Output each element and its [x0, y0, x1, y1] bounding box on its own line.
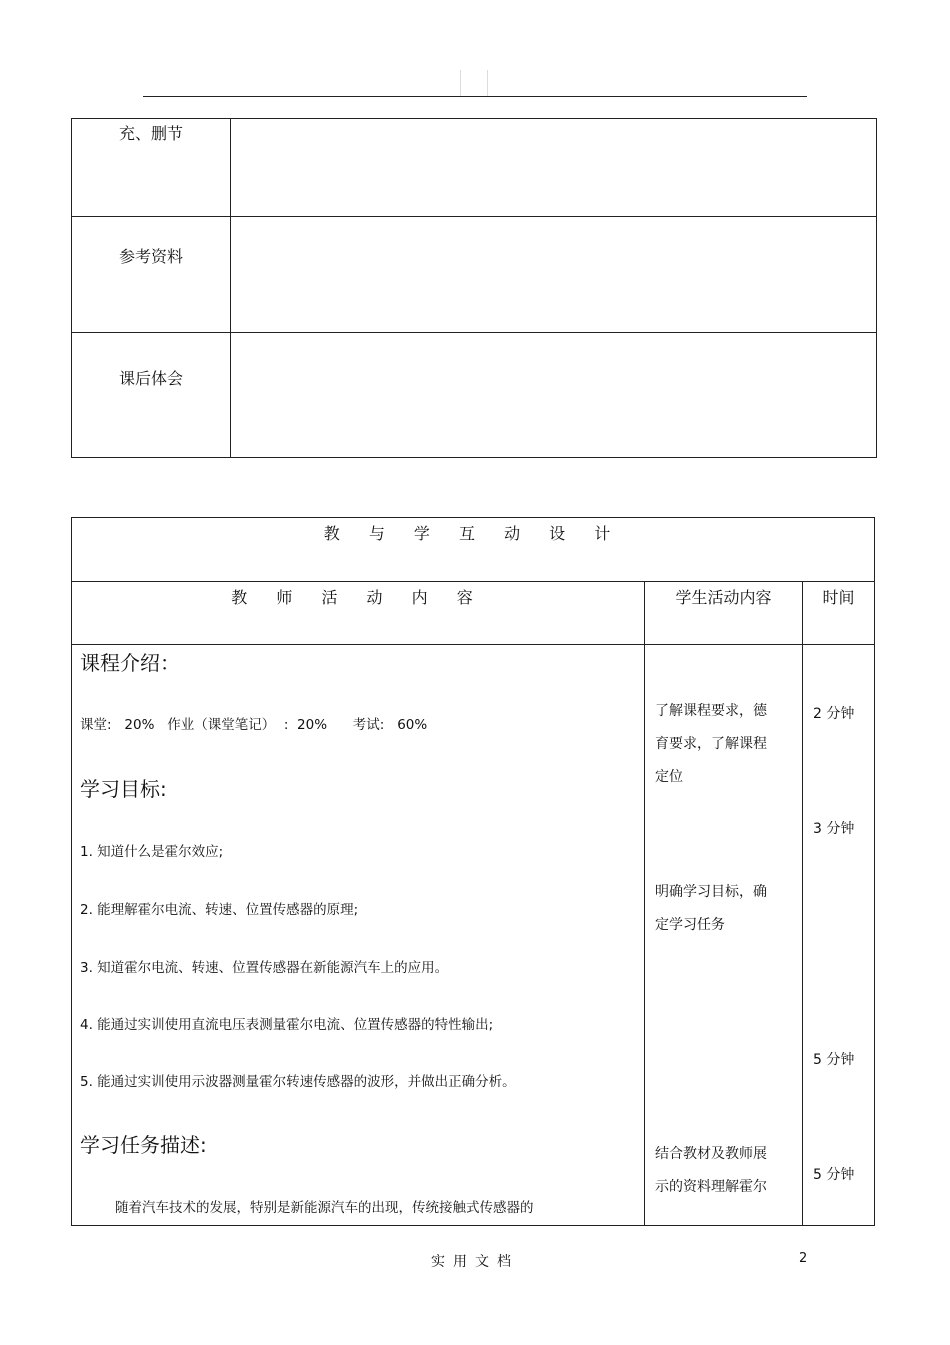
intro-heading: 课程介绍： [80, 651, 180, 675]
goal-item: 3. 知道霍尔电流、转速、位置传感器在新能源汽车上的应用。 [80, 960, 449, 976]
teacher-activity-cell [72, 645, 645, 1226]
row-label-cell [72, 119, 231, 217]
row-label-cell [72, 217, 231, 333]
time-value: 3 分钟 [813, 821, 855, 837]
goal-item: 4. 能通过实训使用直流电压表测量霍尔电流、位置传感器的特性输出; [80, 1017, 494, 1033]
student-activity-cell [645, 645, 803, 1226]
goals-heading: 学习目标: [80, 777, 167, 801]
time-header: 时间 [803, 582, 875, 645]
footer-text: 实用文档 [431, 1254, 519, 1270]
table-title: 教 与 学 互 动 设 计 [72, 518, 875, 582]
row-label: 参考资料 [118, 247, 183, 266]
interaction-design-table [71, 517, 875, 1226]
grading-line: 课堂: 20% 作业（课堂笔记） : 20% 考试: 60% [80, 717, 428, 733]
header-rule [143, 96, 807, 97]
task-text: 随着汽车技术的发展，特别是新能源汽车的出现，传统接触式传感器的 [115, 1200, 534, 1216]
student-header: 学生活动内容 [645, 582, 803, 645]
time-cell [803, 645, 875, 1226]
goal-item: 5. 能通过实训使用示波器测量霍尔转速传感器的波形，并做出正确分析。 [80, 1074, 516, 1090]
lesson-notes-table [71, 118, 877, 458]
task-heading: 学习任务描述: [80, 1133, 207, 1157]
teacher-header: 教 师 活 动 内 容 [72, 582, 645, 645]
row-content-cell [231, 119, 877, 217]
row-label: 课后体会 [118, 369, 183, 388]
time-value: 5 分钟 [813, 1167, 855, 1183]
student-activity-1: 了解课程要求，德育要求，了解课程定位 [655, 703, 767, 785]
student-activity-2: 明确学习目标，确定学习任务 [655, 884, 767, 933]
row-content-cell [231, 217, 877, 333]
header-mark [460, 70, 488, 96]
time-value: 5 分钟 [813, 1052, 855, 1068]
student-activity-3: 结合教材及教师展示的资料理解霍尔 [655, 1146, 767, 1195]
row-label-cell [72, 333, 231, 458]
row-label: 充、删节 [118, 124, 183, 143]
goal-item: 2. 能理解霍尔电流、转速、位置传感器的原理; [80, 902, 359, 918]
page-number: 2 [799, 1251, 808, 1266]
time-value: 2 分钟 [813, 706, 855, 722]
goal-item: 1. 知道什么是霍尔效应; [80, 844, 224, 860]
row-content-cell [231, 333, 877, 458]
